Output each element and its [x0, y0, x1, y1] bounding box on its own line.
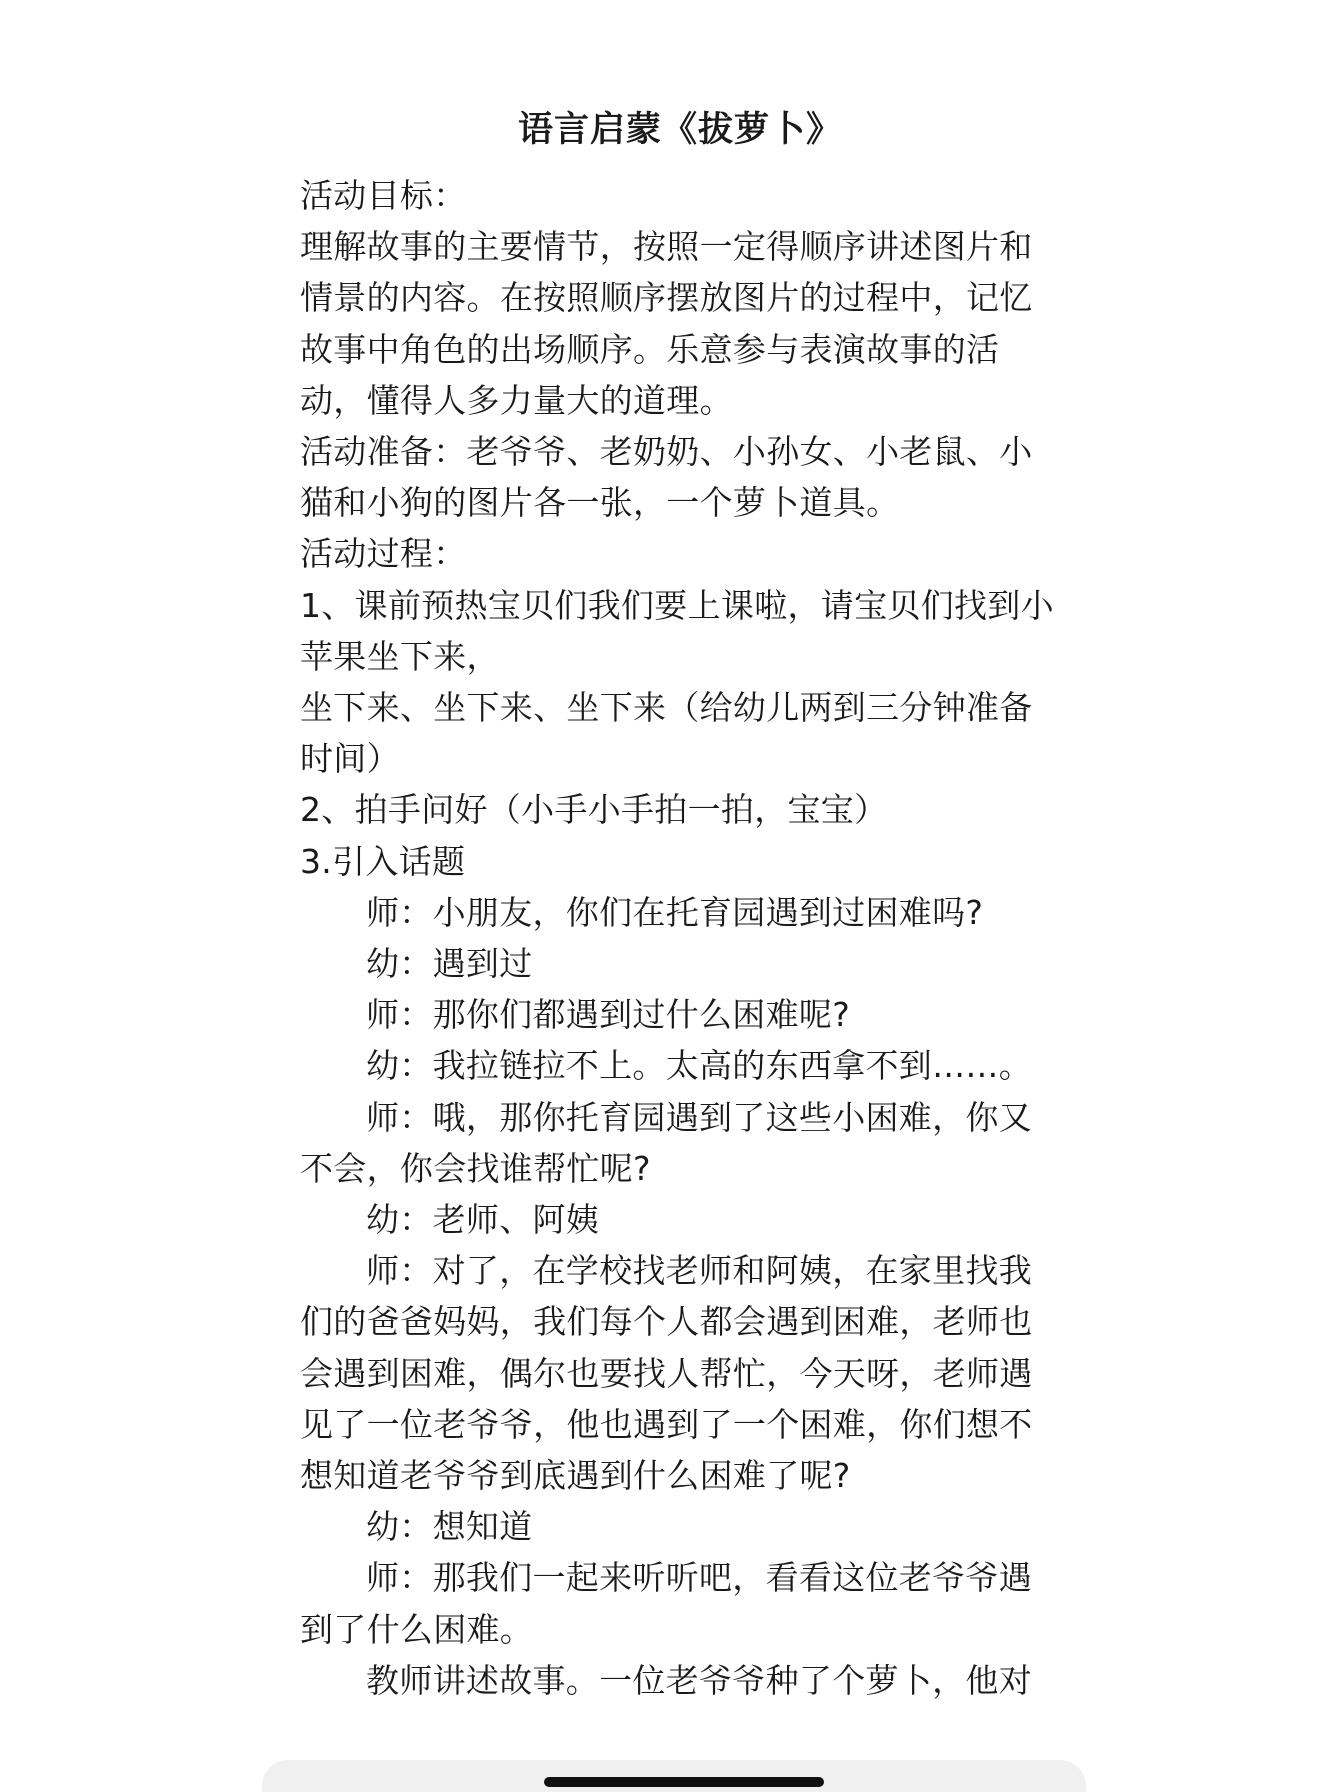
paragraph-goals-heading: 活动目标： — [300, 176, 467, 215]
paragraph-step-1-chant: 坐下来、坐下来、坐下来（给幼儿两到三分钟准备时间） — [300, 688, 1033, 779]
home-indicator[interactable] — [544, 1777, 824, 1787]
dialogue-line: 师：对了，在学校找老师和阿姨，在家里找我们的爸爸妈妈，我们每个人都会遇到困难，老师也会遇到困难，偶尔也要找人帮忙，今天呀，老师遇见了一位老爷爷，他也遇到了一个困难，你们想不想知道老爷爷到底遇到什么困难了呢? — [300, 1251, 1033, 1496]
dialogue-line: 师：哦，那你托育园遇到了这些小困难，你又不会，你会找谁帮忙呢? — [300, 1097, 1032, 1188]
paragraph-goals: 理解故事的主要情节，按照一定得顺序讲述图片和情景的内容。在按照顺序摆放图片的过程中，记忆故事中角色的出场顺序。乐意参与表演故事的活动，懂得人多力量大的道理。 — [300, 227, 1033, 420]
document-body — [300, 170, 1060, 1706]
dialogue-line: 师：那你们都遇到过什么困难呢? — [366, 995, 851, 1035]
paragraph-step-3: 3.引入话题 — [300, 841, 466, 881]
dialogue-line: 幼：老师、阿姨 — [366, 1200, 600, 1240]
dialogue-line: 师：那我们一起来听听吧，看看这位老爷爷遇到了什么困难。 — [300, 1558, 1032, 1649]
dialogue-line: 幼：我拉链拉不上。太高的东西拿不到……。 — [366, 1046, 1032, 1086]
paragraph-step-1: 1、课前预热宝贝们我们要上课啦，请宝贝们找到小苹果坐下来， — [300, 585, 1054, 676]
dialogue-line: 师：小朋友，你们在托育园遇到过困难吗? — [366, 892, 984, 932]
paragraph-process-heading: 活动过程： — [300, 534, 467, 574]
document — [300, 104, 1060, 1706]
bottom-sheet-edge — [262, 1760, 1086, 1792]
dialogue-line: 幼：遇到过 — [366, 944, 533, 984]
dialogue-line: 幼：想知道 — [366, 1507, 533, 1547]
document-title: 语言启蒙《拔萝卜》 — [517, 110, 842, 150]
paragraph-preparation: 活动准备：老爷爷、老奶奶、小孙女、小老鼠、小猫和小狗的图片各一张，一个萝卜道具。 — [300, 432, 1033, 523]
story-narration: 教师讲述故事。一位老爷爷种了个萝卜，他对 — [366, 1660, 1032, 1700]
paragraph-step-2: 2、拍手问好（小手小手拍一拍，宝宝） — [300, 790, 888, 830]
